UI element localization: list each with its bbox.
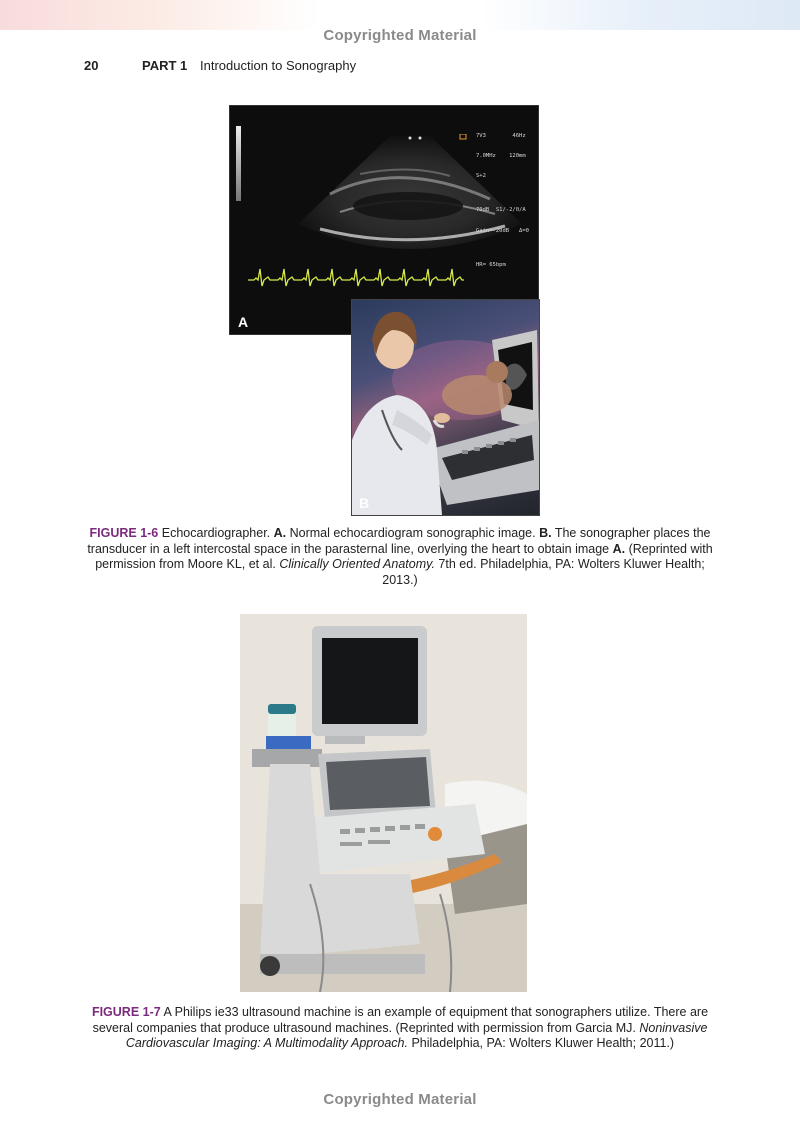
- panel-a-label: A: [238, 314, 249, 330]
- copyright-notice-top: Copyrighted Material: [323, 27, 477, 44]
- part-label: PART 1: [142, 58, 188, 73]
- grayscale-bar: [236, 126, 241, 201]
- sonographer-illustration: [352, 300, 539, 515]
- figure-1-7-caption: FIGURE 1-7 A Philips ie33 ultrasound machine is an example of equipment that sonographers utilize. There are several companies that produce ultrasound machines. (Reprinted with permission from Garcia MJ. Noninvasive Cardiovascular Imaging: A Multimodality Approach. Philadelphia, PA: Wolters Kluwer Health; 2011.): [91, 1005, 709, 1050]
- figure-label: FIGURE 1-7: [91, 1005, 161, 1019]
- scanner-readout: 7V3 46Hz 7.0MHz 120mm S+2 70dB S1/-2/0/A Gain=-20dB Δ=0 HR= 65bpm: [476, 132, 529, 268]
- figure-label: FIGURE 1-6: [89, 526, 159, 540]
- panel-b-label: B: [359, 495, 370, 511]
- ultrasound-machine-photo: [240, 614, 527, 992]
- decorative-header-band: [0, 0, 800, 30]
- page-number: 20: [84, 58, 99, 73]
- sonographer-photo: [351, 299, 540, 516]
- figure-1-6-caption: FIGURE 1-6 Echocardiographer. A. Normal echocardiogram sonographic image. B. The sonographer places the transducer in a left intercostal space in the parasternal line, overlying the heart to obtain image A. (Reprinted with permission from Moore KL, et al. Clinically Oriented Anatomy. 7th ed. Philadelphia, PA: Wolters Kluwer Health; 2013.): [87, 526, 713, 587]
- copyright-notice-bottom: Copyrighted Material: [323, 1091, 477, 1108]
- ecg-trace: [248, 266, 464, 288]
- chapter-title: Introduction to Sonography: [200, 58, 357, 73]
- running-head: [84, 58, 356, 73]
- ultrasound-machine-illustration: [240, 614, 527, 992]
